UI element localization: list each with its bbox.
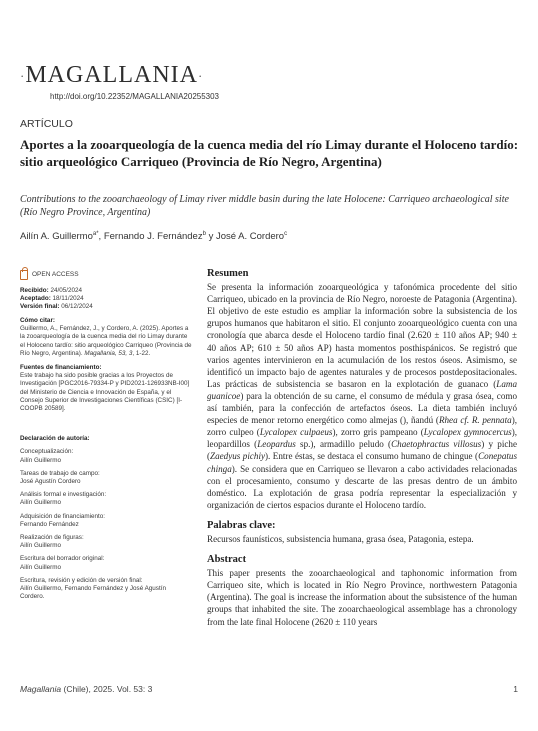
abstract-paragraph: This paper presents the zooarchaeological and taphonomic information from Carriqueo site, which is located in Río Negro Province, northwestern Patagonia (Argentina). The goal is increase the information about the subsistence of the human groups that inhabited the site. The zooarchaeological assemblage has a chronology from the late final Holocene (2620 ± 110 years: [207, 568, 517, 627]
received-label: Recibido:: [20, 287, 49, 294]
open-access-badge: [20, 270, 192, 280]
role-item: [20, 555, 192, 571]
main-column: [207, 268, 517, 628]
species-name: Leopardus: [257, 439, 296, 450]
role-person: Ailín Guillermo, Fernando Fernández y José Agustín Cordero.: [20, 585, 166, 601]
author-affiliation: b: [202, 231, 206, 237]
doi-link[interactable]: http://doi.org/10.22352/MAGALLANIA20255303: [50, 92, 220, 101]
cite-text: [20, 325, 192, 358]
resumen-text: ), zorro gris pampeano (: [332, 427, 424, 438]
species-name: Conepatus chinga: [207, 451, 517, 474]
author-separator: y: [205, 231, 216, 243]
resumen-text: ). Entre éstas, se destaca el consumo humano de chingue (: [265, 451, 479, 462]
resumen-text: ), zorro culpeo (: [207, 415, 517, 438]
author-separator: ,: [98, 231, 104, 243]
role-name: Análisis formal e investigación:: [20, 491, 107, 499]
role-item: [20, 470, 192, 486]
accepted-date: 18/11/2024: [52, 295, 84, 302]
role-person: Fernando Fernández: [20, 520, 79, 528]
role-person: Ailín Guillermo: [20, 542, 61, 550]
article-subtitle: Contributions to the zooarchaeology of Limay river middle basin during the late Holocene: Carriqueo archaeological site (Río Negro Province, Argentina): [20, 194, 509, 218]
species-name: Lama guanicoe: [207, 378, 517, 401]
author-affiliation: a*: [92, 231, 99, 237]
role-person: Ailín Guillermo: [20, 563, 61, 571]
logo-ornament-right: ·: [198, 68, 204, 84]
role-name: Adquisición de financiamiento:: [20, 512, 106, 520]
author-name: Ailín A. Guillermo: [20, 231, 93, 243]
resumen-paragraph: [207, 281, 517, 511]
declaration-label: Declaración de autoría:: [20, 435, 90, 443]
species-name: Lycalopex culpaeus: [259, 427, 333, 438]
final-version-date: 06/12/2024: [61, 303, 93, 310]
role-item: [20, 577, 192, 602]
role-item: [20, 448, 192, 464]
resumen-text: ) y piche (: [207, 439, 517, 462]
role-person: Ailín Guillermo: [20, 499, 61, 507]
article-dates: [20, 287, 192, 311]
author-list: [20, 231, 287, 242]
final-version-label: Versión final:: [20, 303, 60, 310]
resumen-text: sp.), armadillo peludo (: [295, 439, 392, 450]
journal-logo-text: MAGALLANIA: [25, 62, 198, 88]
species-name: Zaedyus pichiy: [210, 451, 266, 462]
funding-text: Este trabajo ha sido posible gracias a los Proyectos de Investigación [PGC2016-79334-P y PID2021-126933NB-I00] del Ministerio de Ciencia e Innovación de España, y el Consejo Superior de Investigaciones Científicas (CSIC) [I-COOPB 20589].: [20, 372, 190, 413]
role-person: Ailín Guillermo: [20, 456, 61, 464]
footer-volume: (Chile), 2025. Vol. 53: 3: [61, 684, 153, 694]
cite-body: Guillermo, A., Fernández, J., y Cordero, A. (2025). Aportes a la zooarqueología de la cuenca media del río Limay durante el Holoceno tardío: sitio arqueológico Carriqueo (Provincia de Río Negro, Argentina).: [20, 325, 192, 357]
role-item: [20, 491, 192, 507]
resumen-text: Se presenta la información zooarqueológica y tafonómica procedente del sitio Carriqueo, ubicado en la provincia de Río Negro, noroeste de Patagonia (Argentina). El objetivo de este estudio es ampliar la información sobre la subsistencia de los grupos humanos que habitaron el sitio. El conjunto zooarqueológico cuenta con una cronología que abarca desde el Holoceno tardío final (2.620 ± 110 años AP; 940 ± 40 años AP; 610 ± 50 años AP) hasta momentos posthispánicos. Se registró que varios agentes intervinieron en la acumulación de los restos óseos. Asimismo, se identificó un impacto bajo de agentes naturales y de procesos postdepositacionales. Las prácticas de subsistencia se basaron en la explotación de guanaco (: [207, 282, 517, 389]
journal-logo: [20, 62, 203, 89]
resumen-text: ) para la obtención de su carne, el consumo de médula y grasa ósea, como así también, para la confección de artefactos óseos. La dieta también incluyó especies de menor retorno energético como almejas (), ñandú (: [207, 390, 517, 426]
keywords-text: Recursos faunísticos, subsistencia humana, grasa ósea, Patagonia, estepa.: [207, 533, 474, 544]
logo-ornament-left: ·: [20, 68, 26, 84]
footer-journal: Magallania: [20, 684, 62, 694]
resumen-heading: Resumen: [207, 268, 249, 279]
species-name: Rhea cf. R. pennata: [438, 415, 512, 426]
role-name: Conceptualización:: [20, 448, 74, 456]
role-name: Escritura, revisión y edición de versión final:: [20, 576, 143, 584]
accepted-label: Aceptado:: [20, 295, 51, 302]
open-access-label: OPEN ACCESS: [32, 270, 79, 278]
author-name: Fernando J. Fernández: [103, 231, 203, 243]
role-item: [20, 513, 192, 529]
role-name: Realización de figuras:: [20, 534, 84, 542]
funding-label: Fuentes de financiamiento:: [20, 364, 102, 372]
how-to-cite: [20, 317, 192, 358]
species-name: Lycalopex gymnocercus: [423, 427, 512, 438]
cite-pages: , 1-22.: [132, 349, 151, 357]
article-title: Aportes a la zooarqueología de la cuenca media del río Limay durante el Holoceno tardío: sitio arqueológico Carriqueo (Provincia de Río Negro, Argentina): [20, 137, 519, 169]
resumen-text: ). Se considera que en Carriqueo se llevaron a cabo actividades relacionadas con el procesamiento, consumo y descarte de las presas dentro de un ámbito doméstico. La explotación de grasa podría representar la especialización y organización de ciertos espacios durante el Holoceno tardío.: [207, 463, 517, 510]
article-sidebar: [20, 270, 192, 601]
footer-citation: [20, 684, 152, 694]
role-item: [20, 534, 192, 550]
page-footer: [20, 684, 518, 694]
resumen-text: ), leopardillos (: [207, 427, 518, 450]
received-date: 24/05/2024: [50, 287, 82, 294]
funding: [20, 364, 192, 413]
species-name: Chaetophractus villosus: [391, 439, 482, 450]
abstract-heading: Abstract: [207, 554, 247, 566]
cite-label: Cómo citar:: [20, 317, 55, 324]
author-affiliation: c: [284, 231, 288, 237]
keywords-heading: Palabras clave:: [207, 519, 276, 531]
cite-journal: Magallania, 53, 3: [84, 349, 133, 357]
role-name: Escritura del borrador original:: [20, 555, 105, 563]
role-person: José Agustín Cordero: [20, 478, 81, 486]
section-label: ARTÍCULO: [20, 118, 73, 130]
open-lock-icon: [20, 270, 28, 280]
role-name: Tareas de trabajo de campo:: [20, 469, 100, 477]
page-number: 1: [513, 684, 518, 694]
author-name: José A. Cordero: [215, 231, 285, 243]
